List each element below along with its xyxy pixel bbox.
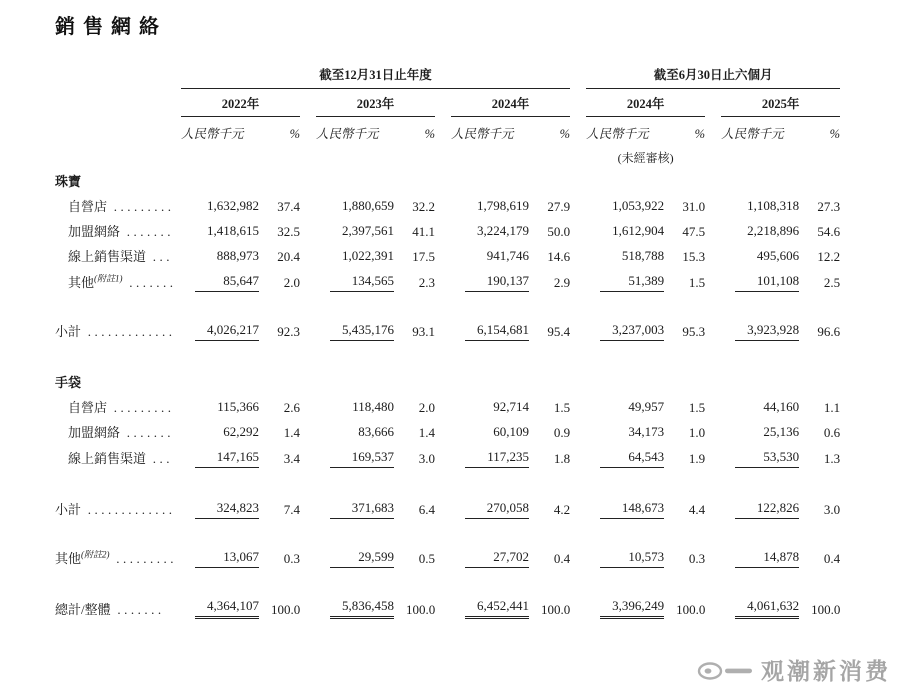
amount-cell bbox=[316, 445, 406, 471]
amount-unit-header: 人民幣千元 bbox=[721, 127, 784, 141]
amount-cell bbox=[721, 445, 811, 471]
period-group-annual bbox=[181, 63, 586, 92]
amount-value: 60,109 bbox=[493, 424, 529, 439]
year-header-2022: 2022年 bbox=[181, 92, 316, 120]
amount-cell bbox=[316, 244, 406, 269]
period-header-row bbox=[55, 63, 856, 92]
spacer-cell bbox=[55, 92, 181, 120]
dot-leader: ......... bbox=[107, 199, 175, 214]
percent-cell: 2.6 bbox=[283, 400, 300, 415]
amount-unit-header: 人民幣千元 bbox=[586, 127, 649, 141]
amount-cell bbox=[316, 522, 406, 571]
percent-cell: 2.5 bbox=[823, 275, 841, 290]
amount-value: 27,702 bbox=[465, 548, 529, 568]
amount-value: 518,788 bbox=[621, 248, 665, 263]
dot-leader: ....... bbox=[120, 425, 175, 440]
watermark-text: 观潮新消费 bbox=[761, 658, 891, 684]
row-label: 總計/整體 bbox=[55, 602, 111, 617]
row-label: 線上銷售渠道 bbox=[68, 451, 147, 466]
year-header-2024: 2024年 bbox=[451, 92, 586, 120]
table-row bbox=[55, 170, 856, 194]
percent-cell: 0.5 bbox=[418, 551, 435, 566]
dot-leader: ......... bbox=[109, 551, 178, 566]
amount-value: 118,480 bbox=[352, 399, 394, 414]
amount-value: 10,573 bbox=[600, 548, 664, 568]
table-row bbox=[55, 471, 856, 522]
percent-cell: 1.3 bbox=[823, 451, 841, 466]
row-label-cell bbox=[55, 244, 181, 269]
percent-cell: 0.3 bbox=[283, 551, 300, 566]
amount-value: 85,647 bbox=[195, 272, 259, 292]
row-label-cell bbox=[55, 269, 181, 295]
amount-value: 147,165 bbox=[195, 448, 259, 468]
row-label-cell bbox=[55, 471, 181, 522]
amount-cell bbox=[316, 471, 406, 522]
percent-cell: 92.3 bbox=[277, 324, 300, 339]
percent-cell: 100.0 bbox=[541, 602, 571, 617]
amount-value: 44,160 bbox=[763, 399, 800, 414]
amount-cell bbox=[181, 194, 271, 219]
table-row bbox=[55, 269, 856, 295]
dot-leader: ......... bbox=[107, 400, 175, 415]
section-label: 手袋 bbox=[55, 375, 82, 390]
percent-header: % bbox=[424, 127, 435, 141]
amount-value: 115,366 bbox=[217, 399, 259, 414]
footnote-ref: (附註1) bbox=[94, 273, 123, 284]
footnote-ref: (附註2) bbox=[81, 549, 110, 560]
amount-cell bbox=[451, 219, 541, 244]
percent-cell: 100.0 bbox=[406, 602, 436, 617]
amount-value: 1,022,391 bbox=[342, 248, 394, 263]
amount-cell bbox=[721, 522, 811, 571]
percent-cell: 54.6 bbox=[817, 224, 841, 239]
percent-cell: 4.4 bbox=[688, 502, 706, 517]
percent-cell: 1.5 bbox=[688, 400, 706, 415]
amount-cell bbox=[586, 269, 676, 295]
amount-cell bbox=[316, 571, 406, 622]
amount-value: 5,836,458 bbox=[330, 597, 394, 619]
amount-cell bbox=[451, 522, 541, 571]
dot-leader: ............. bbox=[81, 324, 176, 339]
row-label-cell bbox=[55, 522, 181, 571]
percent-cell: 50.0 bbox=[547, 224, 571, 239]
percent-cell: 27.9 bbox=[547, 199, 571, 214]
percent-cell: 7.4 bbox=[283, 502, 300, 517]
percent-header: % bbox=[829, 127, 841, 141]
row-label: 其他 bbox=[68, 275, 95, 290]
amount-cell bbox=[721, 395, 811, 420]
percent-cell: 1.5 bbox=[553, 400, 571, 415]
amount-cell bbox=[181, 395, 271, 420]
amount-value: 3,396,249 bbox=[600, 597, 664, 619]
row-label: 自營店 bbox=[68, 400, 108, 415]
percent-cell: 20.4 bbox=[277, 249, 300, 264]
amount-cell bbox=[451, 295, 541, 344]
amount-cell bbox=[586, 244, 676, 269]
amount-value: 64,543 bbox=[600, 448, 664, 468]
spacer-cell bbox=[55, 146, 181, 170]
amount-cell bbox=[721, 219, 811, 244]
amount-cell bbox=[721, 295, 811, 344]
amount-value: 51,389 bbox=[600, 272, 664, 292]
table-row bbox=[55, 295, 856, 344]
percent-cell: 1.9 bbox=[688, 451, 706, 466]
spacer-cell bbox=[55, 63, 181, 92]
row-label: 加盟網絡 bbox=[68, 425, 121, 440]
unaudited-note: (未經審核) bbox=[617, 151, 674, 165]
amount-cell bbox=[181, 295, 271, 344]
percent-cell: 1.8 bbox=[553, 451, 571, 466]
amount-value: 190,137 bbox=[465, 272, 529, 292]
amount-cell bbox=[586, 522, 676, 571]
percent-cell: 17.5 bbox=[412, 249, 435, 264]
period-group-interim bbox=[586, 63, 856, 92]
amount-value: 888,973 bbox=[216, 248, 259, 263]
amount-cell bbox=[586, 395, 676, 420]
amount-value: 169,537 bbox=[330, 448, 394, 468]
row-label-cell bbox=[55, 420, 181, 445]
percent-cell: 6.4 bbox=[418, 502, 435, 517]
amount-value: 1,418,615 bbox=[207, 223, 259, 238]
amount-cell bbox=[181, 445, 271, 471]
percent-cell: 0.6 bbox=[823, 425, 841, 440]
amount-value: 1,632,982 bbox=[207, 198, 259, 213]
row-label-cell bbox=[55, 194, 181, 219]
percent-cell: 3.0 bbox=[823, 502, 841, 517]
dot-leader: ....... bbox=[122, 275, 177, 290]
table-row bbox=[55, 571, 856, 622]
amount-cell bbox=[451, 269, 541, 295]
percent-cell: 93.1 bbox=[412, 324, 435, 339]
amount-cell bbox=[316, 194, 406, 219]
percent-cell: 14.6 bbox=[547, 249, 571, 264]
watermark-logo-icon bbox=[697, 658, 755, 682]
amount-cell bbox=[586, 571, 676, 622]
amount-value: 53,530 bbox=[735, 448, 799, 468]
amount-cell bbox=[721, 471, 811, 522]
unit-header-row bbox=[55, 120, 856, 146]
amount-cell bbox=[316, 395, 406, 420]
percent-cell: 1.4 bbox=[418, 425, 435, 440]
table-row bbox=[55, 244, 856, 269]
amount-cell bbox=[586, 219, 676, 244]
dot-leader: ....... bbox=[120, 224, 175, 239]
dot-leader: ... bbox=[146, 451, 174, 466]
amount-value: 5,435,176 bbox=[330, 321, 394, 341]
row-label: 小計 bbox=[55, 324, 82, 339]
percent-cell: 41.1 bbox=[412, 224, 435, 239]
amount-cell bbox=[316, 269, 406, 295]
amount-cell bbox=[451, 571, 541, 622]
percent-cell: 96.6 bbox=[817, 324, 841, 339]
percent-cell: 1.1 bbox=[823, 400, 841, 415]
table-row bbox=[55, 445, 856, 471]
table-body bbox=[55, 170, 856, 622]
percent-cell: 3.0 bbox=[418, 451, 435, 466]
amount-value: 49,957 bbox=[628, 399, 665, 414]
percent-cell: 27.3 bbox=[817, 199, 841, 214]
year-header-2024-interim: 2024年 bbox=[586, 92, 721, 120]
year-header-row bbox=[55, 92, 856, 120]
amount-value: 1,108,318 bbox=[747, 198, 800, 213]
row-label: 線上銷售渠道 bbox=[68, 249, 147, 264]
percent-cell: 2.9 bbox=[553, 275, 571, 290]
amount-cell bbox=[586, 445, 676, 471]
year-header-2025-interim: 2025年 bbox=[721, 92, 856, 120]
amount-value: 14,878 bbox=[735, 548, 799, 568]
amount-cell bbox=[721, 420, 811, 445]
row-label: 加盟網絡 bbox=[68, 224, 121, 239]
amount-value: 62,292 bbox=[223, 424, 259, 439]
amount-unit-header: 人民幣千元 bbox=[181, 127, 244, 141]
amount-cell bbox=[451, 420, 541, 445]
table-row bbox=[55, 219, 856, 244]
percent-cell: 32.2 bbox=[412, 199, 435, 214]
amount-unit-header: 人民幣千元 bbox=[316, 127, 379, 141]
page-title: 銷售網絡 bbox=[55, 16, 167, 38]
amount-cell bbox=[181, 219, 271, 244]
unaudited-note-row bbox=[55, 146, 856, 170]
amount-value: 92,714 bbox=[493, 399, 529, 414]
row-label: 自營店 bbox=[68, 199, 108, 214]
percent-cell: 32.5 bbox=[277, 224, 300, 239]
amount-cell bbox=[721, 244, 811, 269]
dot-leader: ............. bbox=[81, 502, 176, 517]
percent-cell: 12.2 bbox=[817, 249, 841, 264]
period-group-interim-label: 截至6月30日止六個月 bbox=[586, 66, 840, 89]
row-label-cell bbox=[55, 295, 181, 344]
percent-cell: 37.4 bbox=[277, 199, 300, 214]
year-header-2023: 2023年 bbox=[316, 92, 451, 120]
spacer-cell bbox=[181, 146, 586, 170]
amount-value: 117,235 bbox=[465, 448, 529, 468]
amount-cell bbox=[451, 244, 541, 269]
percent-cell: 100.0 bbox=[811, 602, 841, 617]
amount-value: 3,224,179 bbox=[477, 223, 529, 238]
amount-value: 13,067 bbox=[195, 548, 259, 568]
table-row bbox=[55, 522, 856, 571]
percent-cell: 15.3 bbox=[682, 249, 706, 264]
row-label-cell bbox=[55, 395, 181, 420]
percent-cell: 31.0 bbox=[682, 199, 706, 214]
amount-cell bbox=[181, 471, 271, 522]
amount-value: 1,880,659 bbox=[342, 198, 394, 213]
row-label-cell bbox=[55, 445, 181, 471]
amount-value: 34,173 bbox=[628, 424, 665, 439]
percent-cell: 1.5 bbox=[688, 275, 706, 290]
amount-value: 134,565 bbox=[330, 272, 394, 292]
amount-cell bbox=[721, 269, 811, 295]
percent-cell: 0.9 bbox=[553, 425, 571, 440]
amount-cell bbox=[181, 244, 271, 269]
period-group-annual-label: 截至12月31日止年度 bbox=[181, 66, 570, 89]
amount-cell bbox=[181, 522, 271, 571]
amount-value: 270,058 bbox=[465, 499, 529, 519]
amount-cell bbox=[181, 420, 271, 445]
table-row bbox=[55, 420, 856, 445]
table-row bbox=[55, 194, 856, 219]
amount-cell bbox=[451, 471, 541, 522]
percent-cell: 95.4 bbox=[547, 324, 571, 339]
amount-value: 495,606 bbox=[756, 248, 800, 263]
percent-cell: 47.5 bbox=[682, 224, 706, 239]
percent-cell: 0.4 bbox=[553, 551, 571, 566]
percent-cell: 2.0 bbox=[283, 275, 300, 290]
row-label: 小計 bbox=[55, 502, 82, 517]
sales-network-table bbox=[55, 63, 856, 622]
percent-cell: 95.3 bbox=[682, 324, 706, 339]
amount-value: 29,599 bbox=[330, 548, 394, 568]
row-label-cell bbox=[55, 571, 181, 622]
amount-value: 148,673 bbox=[600, 499, 664, 519]
amount-value: 3,923,928 bbox=[735, 321, 799, 341]
amount-value: 4,364,107 bbox=[195, 597, 259, 619]
amount-cell bbox=[316, 420, 406, 445]
amount-value: 2,397,561 bbox=[342, 223, 394, 238]
amount-cell bbox=[586, 194, 676, 219]
row-label: 其他 bbox=[55, 551, 82, 566]
amount-value: 6,452,441 bbox=[465, 597, 529, 619]
percent-cell: 3.4 bbox=[283, 451, 300, 466]
percent-cell: 2.3 bbox=[418, 275, 435, 290]
percent-cell: 2.0 bbox=[418, 400, 435, 415]
dot-leader: ... bbox=[146, 249, 174, 264]
amount-cell bbox=[721, 571, 811, 622]
amount-value: 1,053,922 bbox=[612, 198, 665, 213]
amount-cell bbox=[316, 295, 406, 344]
table-row bbox=[55, 344, 856, 395]
amount-value: 324,823 bbox=[195, 499, 259, 519]
table-row bbox=[55, 395, 856, 420]
amount-value: 4,061,632 bbox=[735, 597, 799, 619]
amount-value: 2,218,896 bbox=[747, 223, 800, 238]
amount-cell bbox=[586, 420, 676, 445]
amount-cell bbox=[316, 219, 406, 244]
amount-value: 1,798,619 bbox=[477, 198, 529, 213]
percent-cell: 1.0 bbox=[688, 425, 706, 440]
amount-cell bbox=[451, 395, 541, 420]
percent-cell: 100.0 bbox=[676, 602, 706, 617]
percent-cell: 4.2 bbox=[553, 502, 571, 517]
dot-leader: ....... bbox=[110, 602, 165, 617]
spacer-cell bbox=[721, 146, 856, 170]
amount-value: 4,026,217 bbox=[195, 321, 259, 341]
amount-cell bbox=[451, 194, 541, 219]
amount-cell bbox=[586, 295, 676, 344]
percent-cell: 0.4 bbox=[823, 551, 841, 566]
percent-header: % bbox=[559, 127, 571, 141]
amount-value: 25,136 bbox=[763, 424, 800, 439]
spacer-cell bbox=[55, 120, 181, 146]
amount-value: 6,154,681 bbox=[465, 321, 529, 341]
percent-header: % bbox=[694, 127, 706, 141]
amount-cell bbox=[451, 445, 541, 471]
percent-cell: 0.3 bbox=[688, 551, 706, 566]
amount-value: 101,108 bbox=[735, 272, 799, 292]
amount-value: 1,612,904 bbox=[612, 223, 665, 238]
amount-cell bbox=[181, 269, 271, 295]
amount-value: 3,237,003 bbox=[600, 321, 664, 341]
amount-unit-header: 人民幣千元 bbox=[451, 127, 514, 141]
percent-cell: 100.0 bbox=[271, 602, 301, 617]
amount-cell bbox=[181, 571, 271, 622]
amount-value: 371,683 bbox=[330, 499, 394, 519]
section-label: 珠寶 bbox=[55, 174, 82, 189]
amount-value: 122,826 bbox=[735, 499, 799, 519]
amount-value: 83,666 bbox=[358, 424, 394, 439]
amount-cell bbox=[586, 471, 676, 522]
percent-cell: 1.4 bbox=[283, 425, 300, 440]
row-label-cell bbox=[55, 219, 181, 244]
amount-cell bbox=[721, 194, 811, 219]
percent-header: % bbox=[289, 127, 300, 141]
watermark bbox=[697, 653, 891, 686]
amount-value: 941,746 bbox=[486, 248, 529, 263]
